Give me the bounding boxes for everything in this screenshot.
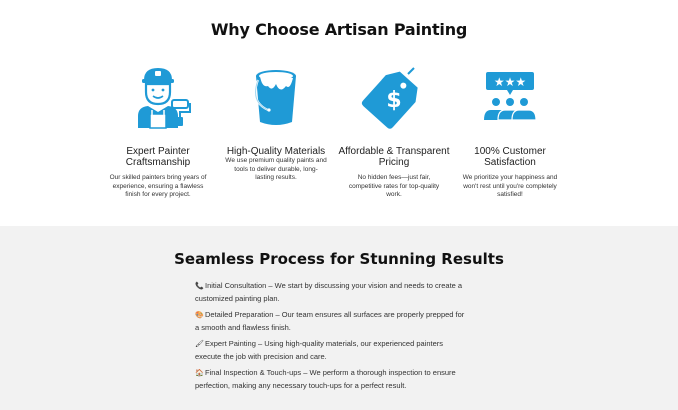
feature-title-line: Expert Painter [126, 146, 190, 157]
feature-title [216, 146, 336, 157]
why-choose-title: Why Choose Artisan Painting [210, 20, 468, 39]
feature-title-line: Affordable & Transparent [338, 146, 450, 157]
feature-desc-line: experience, ensuring a flawless [112, 182, 204, 190]
feature-affordable-pricing [334, 62, 454, 200]
step-text: customized painting plan. [195, 293, 280, 303]
feature-customer-satisfaction [450, 62, 570, 200]
feature-title-line: Satisfaction [484, 157, 536, 168]
feature-high-quality-materials [216, 62, 336, 183]
feature-desc-line: finish for every project. [125, 191, 191, 198]
palette-icon: 🎨 [195, 312, 204, 319]
painter-icon [122, 62, 194, 130]
feature-desc-line: competitive rates for top-quality [348, 182, 440, 190]
feature-title-line: Pricing [378, 157, 410, 168]
step-text: Initial Consultation – We start by discussing your vision and needs to create a [205, 281, 463, 290]
price-tag-icon [358, 62, 430, 130]
step-text: Final Inspection & Touch-ups – We perform a thorough inspection to ensure [205, 368, 456, 377]
step-text: perfection, making any necessary touch-ups for a perfect result. [195, 380, 407, 390]
process-step-inspection [195, 367, 485, 391]
feature-description [98, 174, 218, 200]
step-text: execute the job with precision and care. [195, 351, 327, 361]
feature-title [334, 146, 454, 168]
svg-text:★★★: ★★★ [493, 75, 527, 89]
feature-desc-line: satisfied! [497, 191, 523, 198]
feature-desc-line: No hidden fees—just fair, [357, 174, 431, 181]
feature-description [450, 174, 570, 200]
feature-title-line: High-Quality Materials [226, 146, 326, 157]
process-steps-list [195, 280, 485, 396]
feature-desc-line: won't rest until you're completely [463, 182, 557, 190]
feature-title [450, 146, 570, 168]
step-text: Detailed Preparation – Our team ensures all surfaces are properly prepped for [205, 310, 465, 319]
feature-desc-line: We use premium quality paints and [225, 157, 327, 164]
phone-icon: 📞 [195, 283, 204, 290]
feature-desc-line: work. [386, 191, 402, 198]
feature-title-line: Craftsmanship [125, 157, 191, 168]
feature-desc-line: We prioritize your happiness and [462, 174, 558, 181]
customer-rating-icon [474, 62, 546, 130]
svg-text:$: $ [386, 88, 402, 113]
step-text: Expert Painting – Using high-quality materials, our experienced painters [205, 339, 444, 348]
feature-description [216, 157, 336, 183]
step-text: a smooth and flawless finish. [195, 322, 291, 332]
feature-title [98, 146, 218, 168]
process-title: Seamless Process for Stunning Results [174, 250, 504, 268]
paint-bucket-icon [240, 62, 312, 130]
house-icon: 🏠 [195, 370, 204, 377]
feature-title-line: 100% Customer [474, 146, 546, 157]
process-step-painting [195, 338, 485, 362]
feature-expert-painter [98, 62, 218, 200]
feature-desc-line: tools to deliver durable, long- [234, 165, 318, 173]
feature-desc-line: lasting results. [255, 174, 297, 181]
paintbrush-icon: 🖌 [195, 341, 204, 348]
feature-desc-line: Our skilled painters bring years of [109, 174, 207, 181]
process-step-preparation [195, 309, 485, 333]
process-step-consultation [195, 280, 485, 304]
process-section [0, 226, 678, 410]
feature-description [334, 174, 454, 200]
